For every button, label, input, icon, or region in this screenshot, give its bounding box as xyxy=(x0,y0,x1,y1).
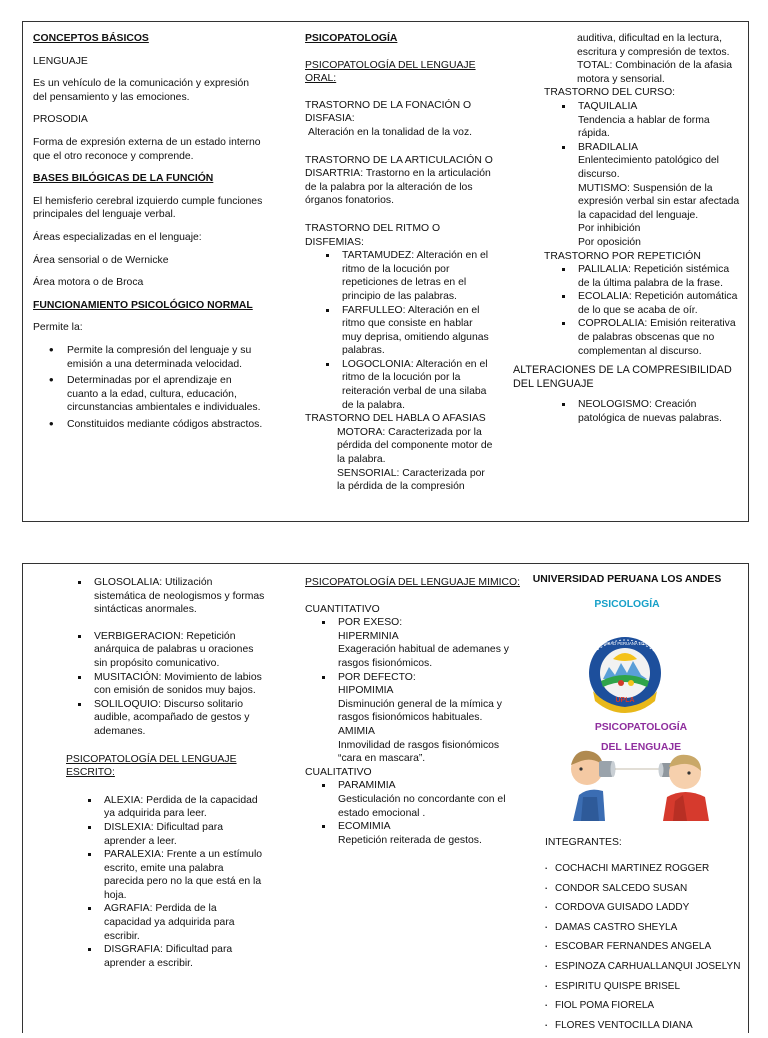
list-item: • Constituidos mediante códigos abstractos. xyxy=(47,418,263,432)
areas-text: Áreas especializadas en el lenguaje: xyxy=(33,231,202,243)
ritmo-list xyxy=(305,249,495,412)
amimia-label: AMIMIA xyxy=(338,725,375,737)
paramimia-definition: Gesticulación no concordante con el estado emocional . xyxy=(338,793,506,819)
cualitativo-list xyxy=(305,779,525,847)
brochure-page-2 xyxy=(22,563,749,1033)
faculty-name: PSICOLOGÍA xyxy=(594,598,660,610)
column-lenguaje-escrito xyxy=(66,576,265,970)
afasia-total: TOTAL: Combinación de la afasia motora y sensorial. xyxy=(577,60,732,85)
list-item: PARALEXIA: Frente a un estímulo escrito, emite una palabra parecida pero no la que está en la hoja. xyxy=(85,848,265,902)
list-item: • Determinadas por el aprendizaje en cuanto a la edad, cultura, educación, circunstancias ambientales e individuales. xyxy=(47,374,263,415)
list-item: NEOLOGISMO: Creación patológica de nuevas palabras. xyxy=(559,398,741,425)
list-item xyxy=(319,779,525,820)
list-item: PALILALIA: Repetición sistémica de la última palabra de la frase. xyxy=(559,263,741,290)
list-item: · FLORES VENTOCILLA DIANA xyxy=(543,1019,753,1033)
cuantitativo-list xyxy=(305,616,525,766)
list-item xyxy=(559,141,741,250)
lenguaje-definition: Es un vehículo de la comunicación y expresión del pensamiento y las emociones. xyxy=(33,78,250,103)
alteraciones-title: ALTERACIONES DE LA COMPRESIBILIDAD DEL LENGUAJE xyxy=(513,364,732,390)
articulacion-block xyxy=(305,154,495,208)
sensorial-continuation: auditiva, dificultad en la lectura, escritura y compresión de textos. xyxy=(577,33,730,58)
repeticion-list xyxy=(511,263,741,358)
list-item: AGRAFIA: Perdida de la capacidad ya adquirida para escribir. xyxy=(85,902,265,943)
habla-title: TRASTORNO DEL HABLA O AFASIAS xyxy=(305,413,486,425)
list-item: · ESPINOZA CARHUALLANQUI JOSELYN xyxy=(543,960,753,974)
por-inhibicion: Por inhibición xyxy=(578,223,641,235)
list-item: ECOLALIA: Repetición automática de lo que se acaba de oír. xyxy=(559,290,741,317)
hemisferio-text: El hemisferio cerebral izquierdo cumple funciones principales del lenguaje verbal. xyxy=(33,195,263,221)
prosodia-label: PROSODIA xyxy=(33,114,88,126)
escrito-list xyxy=(75,794,265,971)
list-item: LOGOCLONIA: Alteración en el ritmo de la locución por la reiteración verbal de una silaba de la palabra. xyxy=(323,358,495,412)
university-seal-icon xyxy=(585,633,665,715)
ecomimia-definition: Repetición reiterada de gestos. xyxy=(338,834,482,846)
list-item: · ESCOBAR FERNANDES ANGELA xyxy=(543,940,753,954)
list-item: · ESPIRITU QUISPE BRISEL xyxy=(543,980,753,994)
list-item: TARTAMUDEZ: Alteración en el ritmo de la locución por repeticiones de letras en el principio de las palabras. xyxy=(323,249,495,303)
heading-psicopatologia: PSICOPATOLOGÍA xyxy=(305,33,398,44)
articulacion-definition: Trastorno en la articulación de la palabra por la alteración de los órganos fonatorios. xyxy=(305,168,491,207)
por-oposicion: Por oposición xyxy=(578,236,641,248)
list-item: · CONDOR SALCEDO SUSAN xyxy=(543,882,753,896)
members-list xyxy=(543,862,753,1038)
list-item xyxy=(319,616,525,670)
seal-abbreviation: UPLA xyxy=(615,697,635,704)
list-item: DISGRAFIA: Dificultad para aprender a escribir. xyxy=(85,943,265,970)
curso-list xyxy=(511,100,741,250)
list-item: SOLILOQUIO: Discurso solitario audible, acompañado de gestos y ademanes. xyxy=(75,698,265,739)
amimia-definition: Inmovilidad de rasgos fisionómicos “cara en mascara”. xyxy=(338,739,500,765)
afasia-motora: MOTORA: Caracterizada por la pérdida del componente motor de la palabra. xyxy=(337,426,493,466)
paramimia-label: PARAMIMIA xyxy=(338,780,396,792)
heading-funcionamiento: FUNCIONAMIENTO PSICOLÓGICO NORMAL xyxy=(33,299,253,311)
compresibilidad-list xyxy=(511,398,741,425)
heading-conceptos: CONCEPTOS BÁSICOS xyxy=(33,33,149,44)
area-motora: Área motora o de Broca xyxy=(33,277,144,289)
list-item xyxy=(319,671,525,766)
afasia-continuation xyxy=(511,32,741,86)
ritmo-title: TRASTORNO DEL RITMO O DISFEMIAS: xyxy=(305,222,441,248)
list-item: FARFULLEO: Alteración en el ritmo que consiste en hablar muy deprisa, omitiendo algunas palabras. xyxy=(323,304,495,358)
fonacion-title: TRASTORNO DE LA FONACIÓN O DISFASIA: xyxy=(305,99,472,125)
topic-title: PSICOPATOLOGÍA DEL LENGUAJE xyxy=(594,722,688,753)
list-item: · FIOL POMA FIORELA xyxy=(543,999,753,1013)
column-conceptos xyxy=(33,32,263,434)
list-item: GLOSOLALIA: Utilización sistemática de neologismos y formas sintácticas anormales. xyxy=(75,576,265,617)
heading-lenguaje-oral: PSICOPATOLOGÍA DEL LENGUAJE ORAL: xyxy=(305,59,476,85)
articulacion-title: TRASTORNO DE LA ARTICULACIÓN O DISARTRIA: xyxy=(305,154,493,180)
list-item xyxy=(559,100,741,141)
funcionamiento-list xyxy=(33,344,263,432)
integrantes-label: INTEGRANTES: xyxy=(545,837,622,848)
column-cover xyxy=(529,574,744,1031)
alteraciones-list xyxy=(75,576,265,739)
hiperminia-label: HIPERMINIA xyxy=(338,630,399,642)
list-item: · CORDOVA GUISADO LADDY xyxy=(543,901,753,915)
prosodia-definition: Forma de expresión externa de un estado interno que el otro reconoce y comprende. xyxy=(33,136,261,162)
por-exceso: POR EXESO: xyxy=(338,617,403,629)
cuantitativo-label: CUANTITATIVO xyxy=(305,603,380,615)
bradilalia-definition: Enlentecimiento patológico del discurso. xyxy=(578,155,719,180)
ecomimia-label: ECOMIMIA xyxy=(338,821,391,833)
list-item: DISLEXIA: Dificultad para aprender a leer. xyxy=(85,821,265,848)
university-name: UNIVERSIDAD PERUANA LOS ANDES xyxy=(532,574,722,585)
column-trastornos xyxy=(511,32,741,426)
bradilalia-label: BRADILALIA xyxy=(578,141,639,153)
curso-title: TRASTORNO DEL CURSO: xyxy=(544,87,676,99)
list-item xyxy=(319,820,525,847)
column-lenguaje-mimico xyxy=(305,576,525,847)
hiperminia-definition: Exageración habitual de ademanes y rasgos fisionómicos. xyxy=(338,644,509,669)
heading-lenguaje-escrito: PSICOPATOLOGÍA DEL LENGUAJE ESCRITO: xyxy=(66,753,237,779)
taquilalia-label: TAQUILALIA xyxy=(578,100,638,112)
column-psicopatologia xyxy=(305,32,495,494)
list-item: MUSITACIÓN: Movimiento de labios con emisión de sonidos muy bajos. xyxy=(75,671,265,698)
permite-text: Permite la: xyxy=(33,322,83,334)
list-item: VERBIGERACION: Repetición anárquica de palabras u oraciones sin propósito comunicativo. xyxy=(75,630,265,671)
por-defecto: POR DEFECTO: xyxy=(338,671,416,683)
hipomimia-label: HIPOMIMIA xyxy=(338,685,394,697)
fonacion-definition: Alteración en la tonalidad de la voz. xyxy=(308,126,473,138)
taquilalia-definition: Tendencia a hablar de forma rápida. xyxy=(578,114,710,140)
children-tin-can-phone-icon xyxy=(563,741,715,821)
seal-ring-text: UNIVERSIDAD PERUANA LOS ANDES xyxy=(587,641,663,646)
list-item: COPROLALIA: Emisión reiterativa de palabras obscenas que no complementan al discurso. xyxy=(559,317,741,358)
hipomimia-definition: Disminución general de la mímica y rasgos fisionómicos habituales. xyxy=(338,698,503,724)
afasia-sensorial: SENSORIAL: Caracterizada por la pérdida de la compresión xyxy=(337,467,485,493)
list-item: • Permite la compresión del lenguaje y su emisión a una determinada velocidad. xyxy=(47,344,263,371)
list-item: · COCHACHI MARTINEZ ROGGER xyxy=(543,862,753,876)
heading-bases-biologicas: BASES BILÓGICAS DE LA FUNCIÓN xyxy=(33,173,214,185)
area-sensorial: Área sensorial o de Wernicke xyxy=(33,254,169,266)
heading-lenguaje-mimico: PSICOPATOLOGÍA DEL LENGUAJE MIMICO: xyxy=(305,577,520,588)
repeticion-title: TRASTORNO POR REPETICIÓN xyxy=(544,250,701,262)
list-item: ALEXIA: Perdida de la capacidad ya adquirida para leer. xyxy=(85,794,265,821)
brochure-page-1 xyxy=(22,21,749,522)
cualitativo-label: CUALITATIVO xyxy=(305,766,372,778)
lenguaje-label: LENGUAJE xyxy=(33,55,88,67)
list-item: · DAMAS CASTRO SHEYLA xyxy=(543,921,753,935)
mutismo-text: MUTISMO: Suspensión de la expresión verbal sin estar afectada la capacidad del lenguaje. xyxy=(578,182,740,221)
